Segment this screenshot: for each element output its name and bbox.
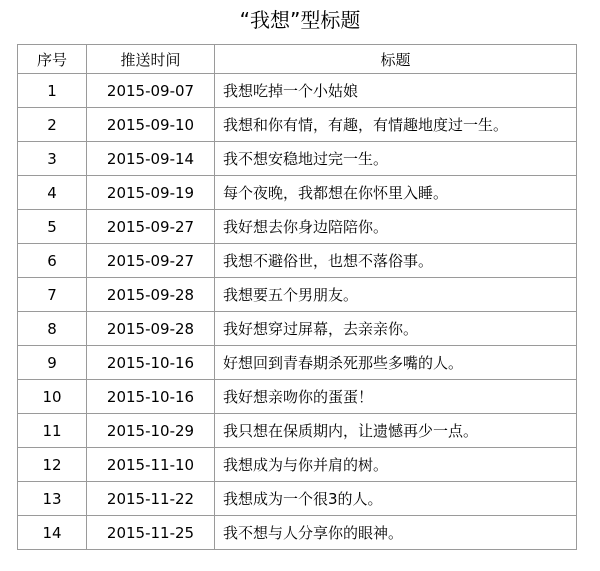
row-index: 11	[18, 414, 87, 448]
row-index: 1	[18, 74, 87, 108]
row-date: 2015-09-27	[87, 244, 215, 278]
table-row	[18, 108, 577, 142]
row-date: 2015-09-27	[87, 210, 215, 244]
row-title: 我想要五个男朋友。	[215, 278, 577, 312]
row-title: 我好想穿过屏幕，去亲亲你。	[215, 312, 577, 346]
row-title: 我想成为一个很3的人。	[215, 482, 577, 516]
table-title: “我想”型标题	[239, 8, 361, 32]
table-row	[18, 278, 577, 312]
table-row	[18, 448, 577, 482]
row-index: 7	[18, 278, 87, 312]
row-index: 10	[18, 380, 87, 414]
row-date: 2015-09-10	[87, 108, 215, 142]
row-index: 3	[18, 142, 87, 176]
row-date: 2015-11-25	[87, 516, 215, 550]
row-date: 2015-11-10	[87, 448, 215, 482]
row-date: 2015-09-14	[87, 142, 215, 176]
row-index: 12	[18, 448, 87, 482]
row-date: 2015-09-07	[87, 74, 215, 108]
row-date: 2015-09-28	[87, 312, 215, 346]
article-table	[17, 44, 577, 550]
row-title: 我想吃掉一个小姑娘	[215, 74, 577, 108]
row-title: 我好想去你身边陪陪你。	[215, 210, 577, 244]
row-date: 2015-10-16	[87, 380, 215, 414]
header-index: 序号	[18, 45, 87, 74]
row-title: 我好想亲吻你的蛋蛋！	[215, 380, 577, 414]
row-title: 我想和你有情，有趣，有情趣地度过一生。	[215, 108, 577, 142]
table-row	[18, 176, 577, 210]
table-row	[18, 74, 577, 108]
table-row	[18, 380, 577, 414]
row-index: 9	[18, 346, 87, 380]
row-date: 2015-11-22	[87, 482, 215, 516]
row-title: 我不想安稳地过完一生。	[215, 142, 577, 176]
table-row	[18, 312, 577, 346]
row-index: 4	[18, 176, 87, 210]
table-row	[18, 142, 577, 176]
row-date: 2015-10-16	[87, 346, 215, 380]
row-title: 我想成为与你并肩的树。	[215, 448, 577, 482]
row-title: 好想回到青春期杀死那些多嘴的人。	[215, 346, 577, 380]
row-date: 2015-09-28	[87, 278, 215, 312]
row-title: 每个夜晚，我都想在你怀里入睡。	[215, 176, 577, 210]
row-date: 2015-09-19	[87, 176, 215, 210]
row-index: 2	[18, 108, 87, 142]
row-index: 8	[18, 312, 87, 346]
row-index: 6	[18, 244, 87, 278]
row-title: 我只想在保质期内，让遗憾再少一点。	[215, 414, 577, 448]
row-index: 5	[18, 210, 87, 244]
table-row	[18, 516, 577, 550]
row-date: 2015-10-29	[87, 414, 215, 448]
table-row	[18, 210, 577, 244]
table-row	[18, 414, 577, 448]
table-row	[18, 346, 577, 380]
row-title: 我不想与人分享你的眼神。	[215, 516, 577, 550]
table-row	[18, 482, 577, 516]
row-index: 14	[18, 516, 87, 550]
row-title: 我想不避俗世，也想不落俗事。	[215, 244, 577, 278]
header-row	[18, 45, 577, 74]
row-index: 13	[18, 482, 87, 516]
table-row	[18, 244, 577, 278]
header-title: 标题	[215, 45, 577, 74]
header-date: 推送时间	[87, 45, 215, 74]
